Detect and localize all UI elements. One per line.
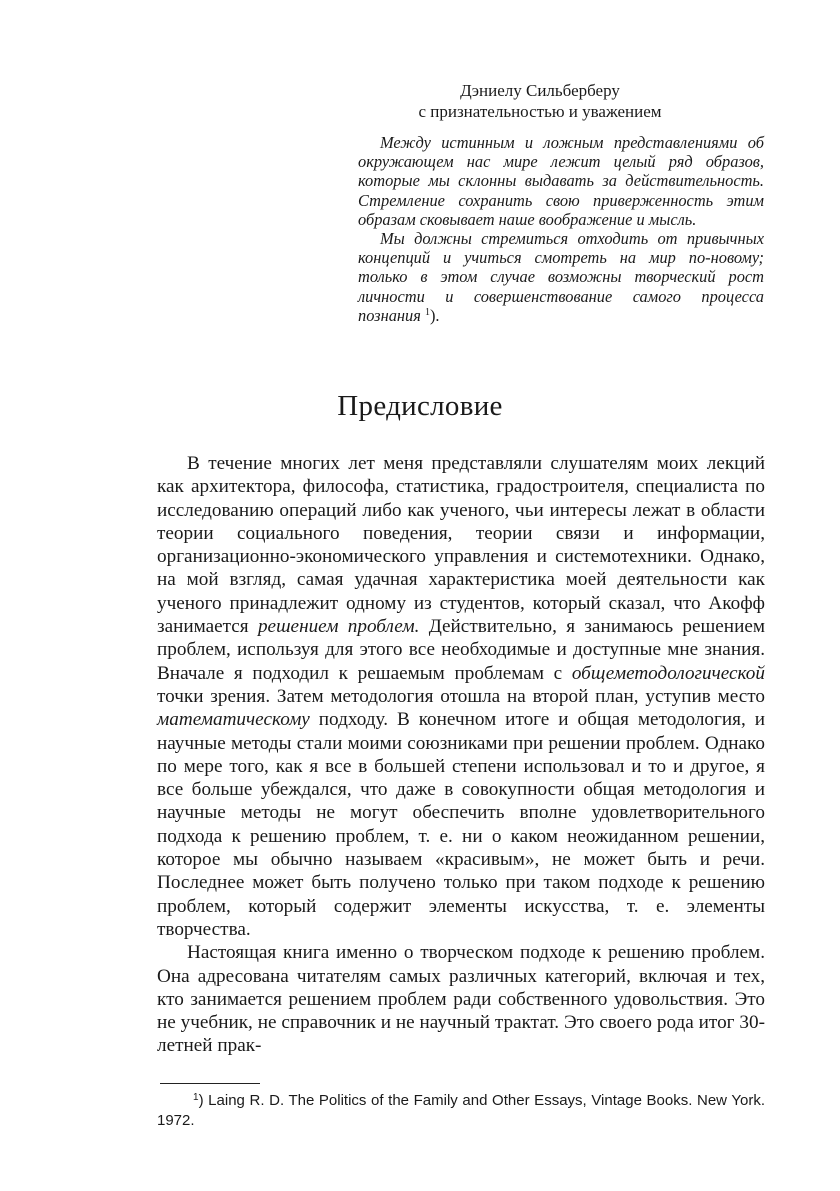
body-p1-text-2: Действительно, я занимаюсь решением проблем, используя для этого все необходимые и доступные мне знания. Вначале я подходил к решаемым проблемам с (157, 616, 766, 684)
epigraph-footnote-marker[interactable]: 1 (424, 306, 430, 318)
body-p1-emphasis-2: общеметодологической (571, 662, 765, 684)
body-paragraph-2: Настоящая книга именно о творческом подходе к решению проблем. Она адресована читателям самых различных категорий, включая и тех, кто занимается решением проблем ради собственного удовольствия. Это не учебник, не справочник и не научный трактат. Это своего рода итог 30-летней прак- (157, 942, 765, 1057)
footnote-text: ) Laing R. D. The Politics of the Family and Other Essays, Vintage Books. New York. 1972. (157, 1092, 765, 1129)
epigraph-closing: ). (429, 305, 440, 325)
body-p1-emphasis-3: математическому (157, 709, 310, 731)
epigraph-paragraph-1: Между истинным и ложным представлениями об окружающем нас мире лежит целый ряд образов, которые мы склонны выдавать за действительность. Стремление сохранить свою приверженность этим образам сковывает наше воображение и мысль. (358, 133, 764, 229)
dedication-name: Дэниелу Сильберберу (460, 81, 620, 100)
body-paragraph-1 (157, 452, 765, 941)
body-text (157, 452, 765, 1058)
chapter-heading: Предисловие (337, 390, 503, 422)
body-p1-emphasis-1: решением проблем. (257, 616, 420, 638)
body-p1-text-1: В течение многих лет меня представляли слушателям моих лекций как архитектора, философа, статистика, градостроителя, специалиста по исследованию операций либо как ученого, чьи интересы лежат в области теории социального поведения, теории связи и информации, организационно-экономического управления и системотехники. Однако, на мой взгляд, самая удачная характеристика моей деятельности как ученого принадлежит одному из студентов, который сказал, что Акофф занимается (157, 453, 765, 638)
body-p1-text-4: подходу. В конечном итоге и общая методология, и научные методы стали моими союзниками при решении проблем. Однако по мере того, как я все в большей степени использовал и то и другое, я все больше убеждался, что даже в совокупности общая методология и научные методы не могут обеспечить вполне удовлетворительного подхода к решению проблем, т. е. ни о каком неожиданном решении, которое мы обычно называем «красивым», не может быть и речи. Последнее может быть получено только при таком подходе к решению проблем, который содержит элементы искусства, т. е. элементы творчества. (157, 709, 765, 940)
epigraph-paragraph-2-text: Мы должны стремиться отходить от привычных концепций и учиться смотреть на мир по-новому; только в этом случае возможны творческий рост личности и совершенствование самого процесса познания (358, 229, 764, 325)
body-p1-text-3: точки зрения. Затем методология отошла на второй план, уступив место (157, 685, 765, 707)
epigraph (358, 133, 764, 325)
dedication-text: с признательностью и уважением (418, 102, 662, 121)
footnote-marker: 1 (193, 1092, 199, 1103)
footnote (157, 1091, 765, 1131)
epigraph-paragraph-2 (358, 229, 764, 325)
dedication (360, 80, 720, 122)
footnote-divider (160, 1083, 260, 1084)
